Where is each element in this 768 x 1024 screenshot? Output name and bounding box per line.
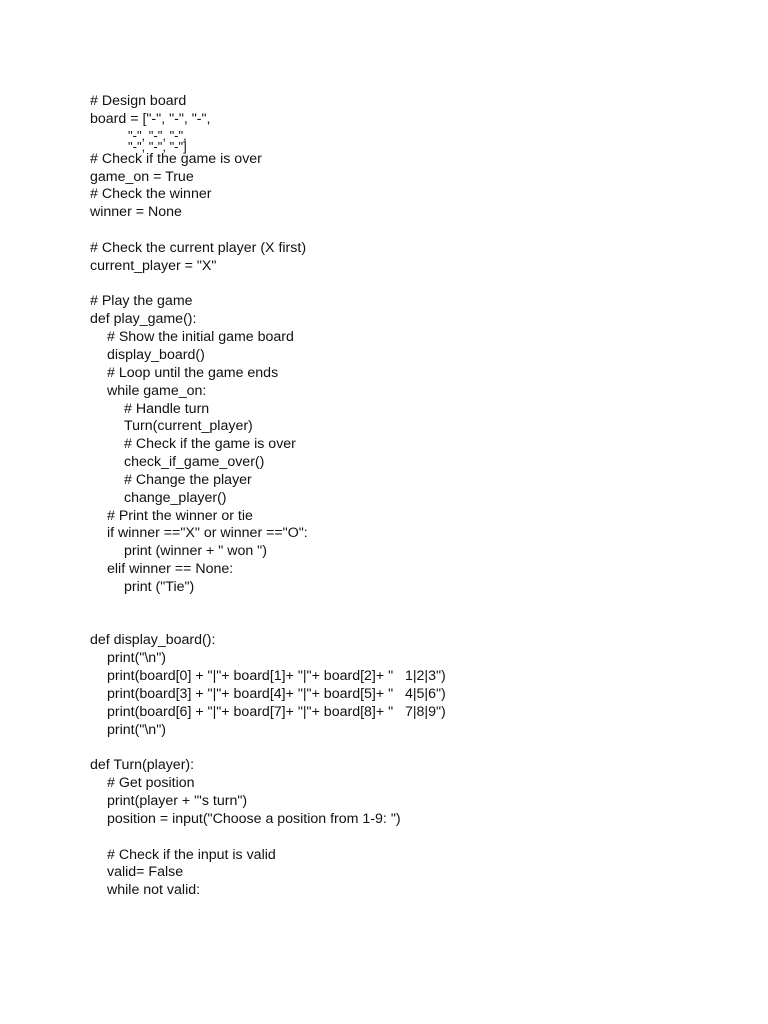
code-line: change_player(): [124, 489, 227, 506]
code-line: # Check if the game is over: [90, 150, 262, 167]
code-line: current_player = "X": [90, 257, 217, 274]
code-line: # Check the current player (X first): [90, 239, 307, 256]
code-line: # Change the player: [124, 471, 252, 488]
code-line: elif winner == None:: [107, 561, 234, 578]
code-line: print(board[3] + "|"+ board[4]+ "|"+ board[5]+ " 4|5|6"): [107, 686, 446, 702]
code-line: if winner =="X" or winner =="O":: [107, 525, 308, 542]
code-line: # Loop until the game ends: [107, 364, 279, 381]
code-listing: [90, 93, 446, 900]
code-line: display_board(): [107, 346, 205, 363]
code-line: def Turn(player):: [90, 757, 195, 774]
code-line: print(board[6] + "|"+ board[7]+ "|"+ board[8]+ " 7|8|9"): [107, 703, 446, 720]
code-line: winner = None: [90, 204, 182, 221]
code-line: # Check if the input is valid: [107, 846, 276, 863]
code-line: # Show the initial game board: [107, 329, 294, 346]
code-line: print ("Tie"): [124, 578, 195, 595]
code-line: def display_board():: [90, 632, 216, 649]
code-line: # Check if the game is over: [124, 436, 296, 453]
blank-line: [90, 597, 446, 615]
code-line: print (winner + " won "): [124, 543, 267, 560]
code-line: print(board[0] + "|"+ board[1]+ "|"+ board[2]+ " 1|2|3"): [107, 668, 446, 685]
code-line: print("\n"): [107, 650, 166, 667]
code-line: # Get position: [107, 775, 195, 792]
code-line: "-", "-", "-"]: [128, 138, 187, 154]
code-line: Turn(current_player): [124, 418, 253, 435]
code-line: while not valid:: [107, 882, 201, 899]
code-line: # Play the game: [90, 293, 193, 310]
code-line: # Check the winner: [90, 186, 212, 203]
code-line: "-", "-", "-",: [128, 127, 187, 143]
code-line: # Print the winner or tie: [107, 507, 253, 524]
code-line: board = ["-", "-", "-",: [90, 110, 211, 127]
blank-line: [90, 222, 446, 240]
code-line: # Design board: [90, 93, 187, 109]
blank-line: [90, 276, 446, 294]
code-line: position = input("Choose a position from 1-9: "): [107, 810, 401, 827]
code-line: check_if_game_over(): [124, 454, 265, 471]
code-line: game_on = True: [90, 168, 194, 185]
blank-line: [90, 740, 446, 758]
code-line: # Handle turn: [124, 400, 210, 417]
blank-line: [90, 829, 446, 847]
code-line: print("\n"): [107, 721, 166, 738]
code-line: valid= False: [107, 864, 184, 881]
code-line: def play_game():: [90, 311, 197, 328]
blank-line: [90, 615, 446, 633]
code-line: while game_on:: [107, 382, 207, 399]
code-line: print(player + "'s turn"): [107, 793, 248, 810]
